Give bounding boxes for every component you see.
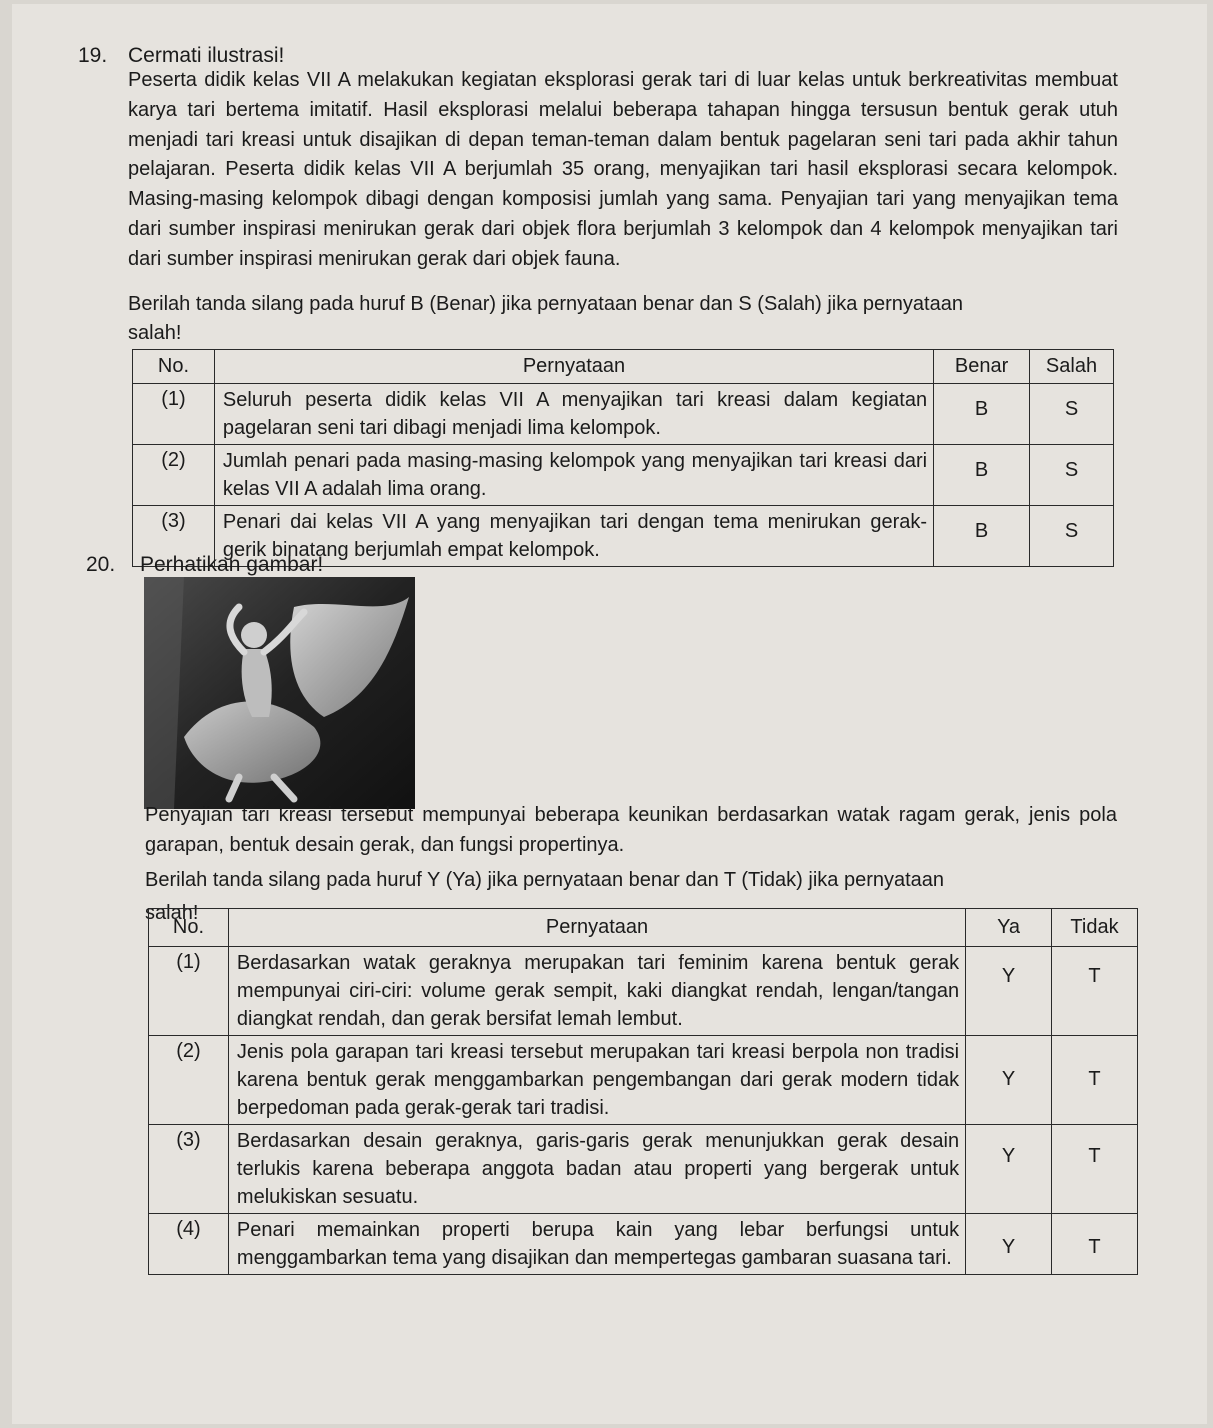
dancer-photo <box>144 577 415 809</box>
row-statement: Seluruh peserta didik kelas VII A menyajikan tari kreasi dalam kegiatan pagelaran seni tari dibagi menjadi lima kelompok. <box>214 384 933 445</box>
q20-table <box>148 908 1138 1275</box>
row-statement: Penari dai kelas VII A yang menyajikan tari dengan tema menirukan gerak-gerik binatang berjumlah empat kelompok. <box>214 506 933 567</box>
q20-paragraph: Penyajian tari kreasi tersebut mempunyai beberapa keunikan berdasarkan watak ragam gerak, jenis pola garapan, bentuk desain gerak, dan fungsi propertinya. <box>145 804 1117 856</box>
table-row <box>133 384 1114 445</box>
table-row <box>149 1125 1138 1214</box>
row-number: (3) <box>149 1125 229 1214</box>
row-statement: Penari memainkan properti berupa kain yang lebar berfungsi untuk menggambarkan tema yang disajikan dan mempertegas gambaran suasana tari. <box>228 1214 965 1275</box>
table-row <box>149 947 1138 1036</box>
q19-instruction <box>128 290 963 348</box>
row-statement: Jenis pola garapan tari kreasi tersebut merupakan tari kreasi berpola non tradisi karena bentuk gerak menggambarkan pengembangan dari gerak modern tidak berpedoman pada gerak-gerak tari tradisi. <box>228 1036 965 1125</box>
option-y[interactable]: Y <box>966 1214 1052 1275</box>
q19-title: Cermati ilustrasi! <box>128 44 285 67</box>
header-false: Tidak <box>1052 909 1138 947</box>
q20-number: 20. <box>86 553 116 576</box>
option-s[interactable]: S <box>1030 445 1114 506</box>
option-t[interactable]: T <box>1052 947 1138 1036</box>
row-number: (1) <box>149 947 229 1036</box>
dancer-photo-icon <box>144 577 415 809</box>
header-no: No. <box>149 909 229 947</box>
header-false: Salah <box>1030 350 1114 384</box>
header-statement: Pernyataan <box>214 350 933 384</box>
row-statement: Berdasarkan desain geraknya, garis-garis gerak menunjukkan gerak desain terlukis karena beberapa anggota badan atau properti yang bergerak untuk melukiskan sesuatu. <box>228 1125 965 1214</box>
row-number: (3) <box>133 506 215 567</box>
option-t[interactable]: T <box>1052 1214 1138 1275</box>
header-true: Ya <box>966 909 1052 947</box>
option-y[interactable]: Y <box>966 1125 1052 1214</box>
table-row <box>133 445 1114 506</box>
row-statement: Berdasarkan watak geraknya merupakan tari feminim karena bentuk gerak mempunyai ciri-ciri: volume gerak sempit, kaki diangkat rendah, lengan/tangan diangkat rendah, dan gerak bersifat lemah lembut. <box>228 947 965 1036</box>
q19-instruction-line1: Berilah tanda silang pada huruf B (Benar) jika pernyataan benar dan S (Salah) jika pernyataan <box>128 293 963 315</box>
row-number: (4) <box>149 1214 229 1275</box>
option-b[interactable]: B <box>934 384 1030 445</box>
row-statement: Jumlah penari pada masing-masing kelompok yang menyajikan tari kreasi dari kelas VII A adalah lima orang. <box>214 445 933 506</box>
q19-number: 19. <box>78 44 108 67</box>
row-number: (1) <box>133 384 215 445</box>
q20-instruction-line1: Berilah tanda silang pada huruf Y (Ya) jika pernyataan benar dan T (Tidak) jika pernyataan <box>145 869 945 891</box>
header-statement: Pernyataan <box>228 909 965 947</box>
q20-instruction-line2: salah! <box>145 902 199 924</box>
q19-table <box>132 349 1114 567</box>
option-y[interactable]: Y <box>966 947 1052 1036</box>
table-row <box>149 1214 1138 1275</box>
row-number: (2) <box>133 445 215 506</box>
table-row <box>149 1036 1138 1125</box>
option-y[interactable]: Y <box>966 1036 1052 1125</box>
table-header-row <box>133 350 1114 384</box>
q20-title: Perhatikan gambar! <box>140 553 324 576</box>
option-s[interactable]: S <box>1030 384 1114 445</box>
option-t[interactable]: T <box>1052 1036 1138 1125</box>
row-number: (2) <box>149 1036 229 1125</box>
option-b[interactable]: B <box>934 506 1030 567</box>
option-b[interactable]: B <box>934 445 1030 506</box>
table-header-row <box>149 909 1138 947</box>
q19-instruction-line2: salah! <box>128 322 182 344</box>
option-s[interactable]: S <box>1030 506 1114 567</box>
header-true: Benar <box>934 350 1030 384</box>
q19-paragraph: Peserta didik kelas VII A melakukan kegiatan eksplorasi gerak tari di luar kelas untuk berkreativitas membuat karya tari bertema imitatif. Hasil eksplorasi melalui beberapa tahapan hingga tersusun bentuk gerak utuh menjadi tari kreasi untuk disajikan di depan teman-teman dalam bentuk pagelaran seni tari pada akhir tahun pelajaran. Peserta didik kelas VII A berjumlah 35 orang, menyajikan tari hasil eksplorasi secara kelompok. Masing-masing kelompok dibagi dengan komposisi jumlah yang sama. Penyajian tari yang menyajikan tema dari sumber inspirasi menirukan gerak dari objek flora berjumlah 3 kelompok dan 4 kelompok menyajikan tari dari sumber inspirasi menirukan gerak dari objek fauna. <box>128 69 1118 270</box>
header-no: No. <box>133 350 215 384</box>
option-t[interactable]: T <box>1052 1125 1138 1214</box>
